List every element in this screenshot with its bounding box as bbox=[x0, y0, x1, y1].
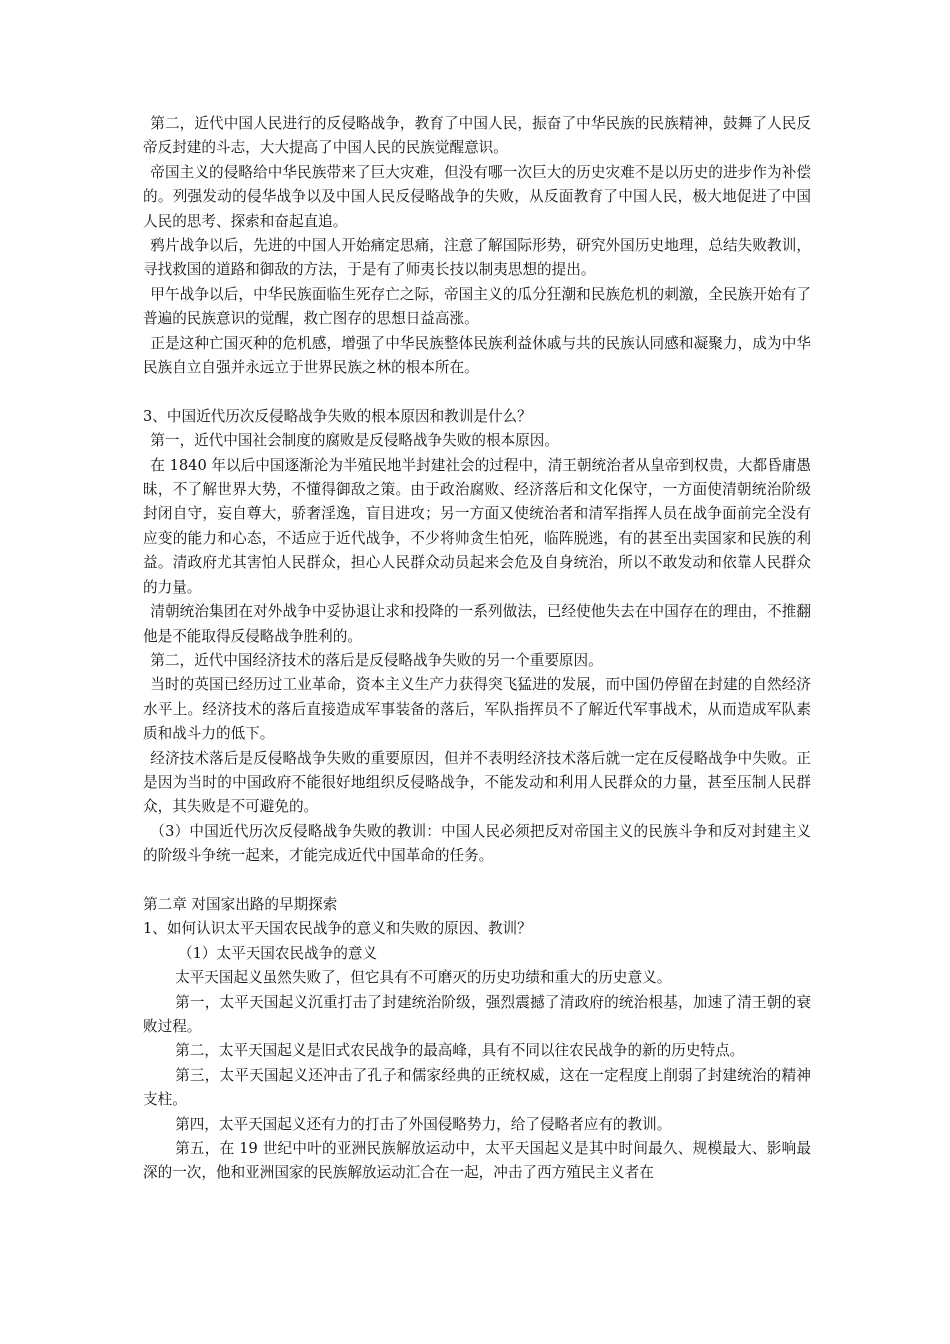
blank-line bbox=[143, 380, 811, 404]
paragraph: 甲午战争以后，中华民族面临生死存亡之际，帝国主义的瓜分狂潮和民族危机的刺激，全民族开始有了普遍的民族意识的觉醒，救亡图存的思想日益高涨。 bbox=[143, 285, 811, 328]
paragraph: 清朝统治集团在对外战争中妥协退让求和投降的一系列做法，已经使他失去在中国存在的理由，不推翻他是不能取得反侵略战争胜利的。 bbox=[143, 603, 811, 645]
blank-line bbox=[143, 869, 811, 893]
paragraph: 在 1840 年以后中国逐渐沦为半殖民地半封建社会的过程中，清王朝统治者从皇帝到权贵，大都昏庸愚昧，不了解世界大势，不懂得御敌之策。由于政治腐败、经济落后和文化保守，一方面使清朝统治阶级封闭自守，妄自尊大，骄奢淫逸，盲目进攻；另一方面又使统治者和清军指挥人员在战争面前完全没有应变的能力和心态，不适应于近代战争，不少将帅贪生怕死，临阵脱逃，有的甚至出卖国家和民族的利益。清政府尤其害怕人民群众，担心人民群众动员起来会危及自身统治，所以不敢发动和依靠人民群众的力量。 bbox=[143, 456, 811, 596]
paragraph: 第一，太平天国起义沉重打击了封建统治阶级，强烈震撼了清政府的统治根基，加速了清王朝的衰败过程。 bbox=[143, 993, 811, 1035]
paragraph: 当时的英国已经历过工业革命，资本主义生产力获得突飞猛进的发展，而中国仍停留在封建的自然经济水平上。经济技术的落后直接造成军事装备的落后，军队指挥员不了解近代军事战术，从而造成军队素质和战斗力的低下。 bbox=[143, 676, 811, 743]
paragraph: 经济技术落后是反侵略战争失败的重要原因，但并不表明经济技术落后就一定在反侵略战争中失败。正是因为当时的中国政府不能很好地组织反侵略战争，不能发动和利用人民群众的力量，甚至压制人民群众，其失败是不可避免的。 bbox=[143, 749, 811, 816]
subheading: （1）太平天国农民战争的意义 bbox=[178, 944, 378, 962]
paragraph: 第二，近代中国人民进行的反侵略战争，教育了中国人民，振奋了中华民族的民族精神，鼓舞了人民反帝反封建的斗志，大大提高了中国人民的民族觉醒意识。 bbox=[143, 115, 811, 157]
paragraph: 鸦片战争以后，先进的中国人开始痛定思痛，注意了解国际形势，研究外国历史地理，总结失败教训，寻找救国的道路和御敌的方法，于是有了师夷长技以制夷思想的提出。 bbox=[143, 237, 811, 279]
paragraph: （3）中国近代历次反侵略战争失败的教训：中国人民必须把反对帝国主义的民族斗争和反对封建主义的阶级斗争统一起来，才能完成近代中国革命的任务。 bbox=[143, 822, 811, 865]
paragraph: 第一，近代中国社会制度的腐败是反侵略战争失败的根本原因。 bbox=[150, 432, 559, 450]
paragraph: 太平天国起义虽然失败了，但它具有不可磨灭的历史功绩和重大的历史意义。 bbox=[175, 969, 672, 987]
paragraph: 第二，近代中国经济技术的落后是反侵略战争失败的另一个重要原因。 bbox=[150, 651, 603, 669]
chapter-heading: 第二章 对国家出路的早期探索 bbox=[143, 895, 338, 913]
paragraph: 第四，太平天国起义还有力的打击了外国侵略势力，给了侵略者应有的教训。 bbox=[175, 1115, 672, 1133]
document-body bbox=[143, 112, 811, 1186]
paragraph: 正是这种亡国灭种的危机感，增强了中华民族整体民族利益休戚与共的民族认同感和凝聚力，成为中华民族自立自强并永远立于世界民族之林的根本所在。 bbox=[143, 334, 811, 377]
paragraph: 第二，太平天国起义是旧式农民战争的最高峰，具有不同以往农民战争的新的历史特点。 bbox=[175, 1042, 745, 1060]
paragraph: 第三，太平天国起义还冲击了孔子和儒家经典的正统权威，这在一定程度上削弱了封建统治的精神支柱。 bbox=[143, 1066, 811, 1109]
paragraph: 帝国主义的侵略给中华民族带来了巨大灾难，但没有哪一次巨大的历史灾难不是以历史的进步作为补偿的。列强发动的侵华战争以及中国人民反侵略战争的失败，从反面教育了中国人民，极大地促进了中国人民的思考、探索和奋起直追。 bbox=[143, 163, 811, 230]
question-heading: 1、如何认识太平天国农民战争的意义和失败的原因、教训？ bbox=[143, 920, 532, 938]
question-heading: 3、中国近代历次反侵略战争失败的根本原因和教训是什么？ bbox=[143, 407, 532, 425]
paragraph: 第五，在 19 世纪中叶的亚洲民族解放运动中，太平天国起义是其中时间最久、规模最大、影响最深的一次，他和亚洲国家的民族解放运动汇合在一起，冲击了西方殖民主义者在 bbox=[143, 1140, 811, 1182]
